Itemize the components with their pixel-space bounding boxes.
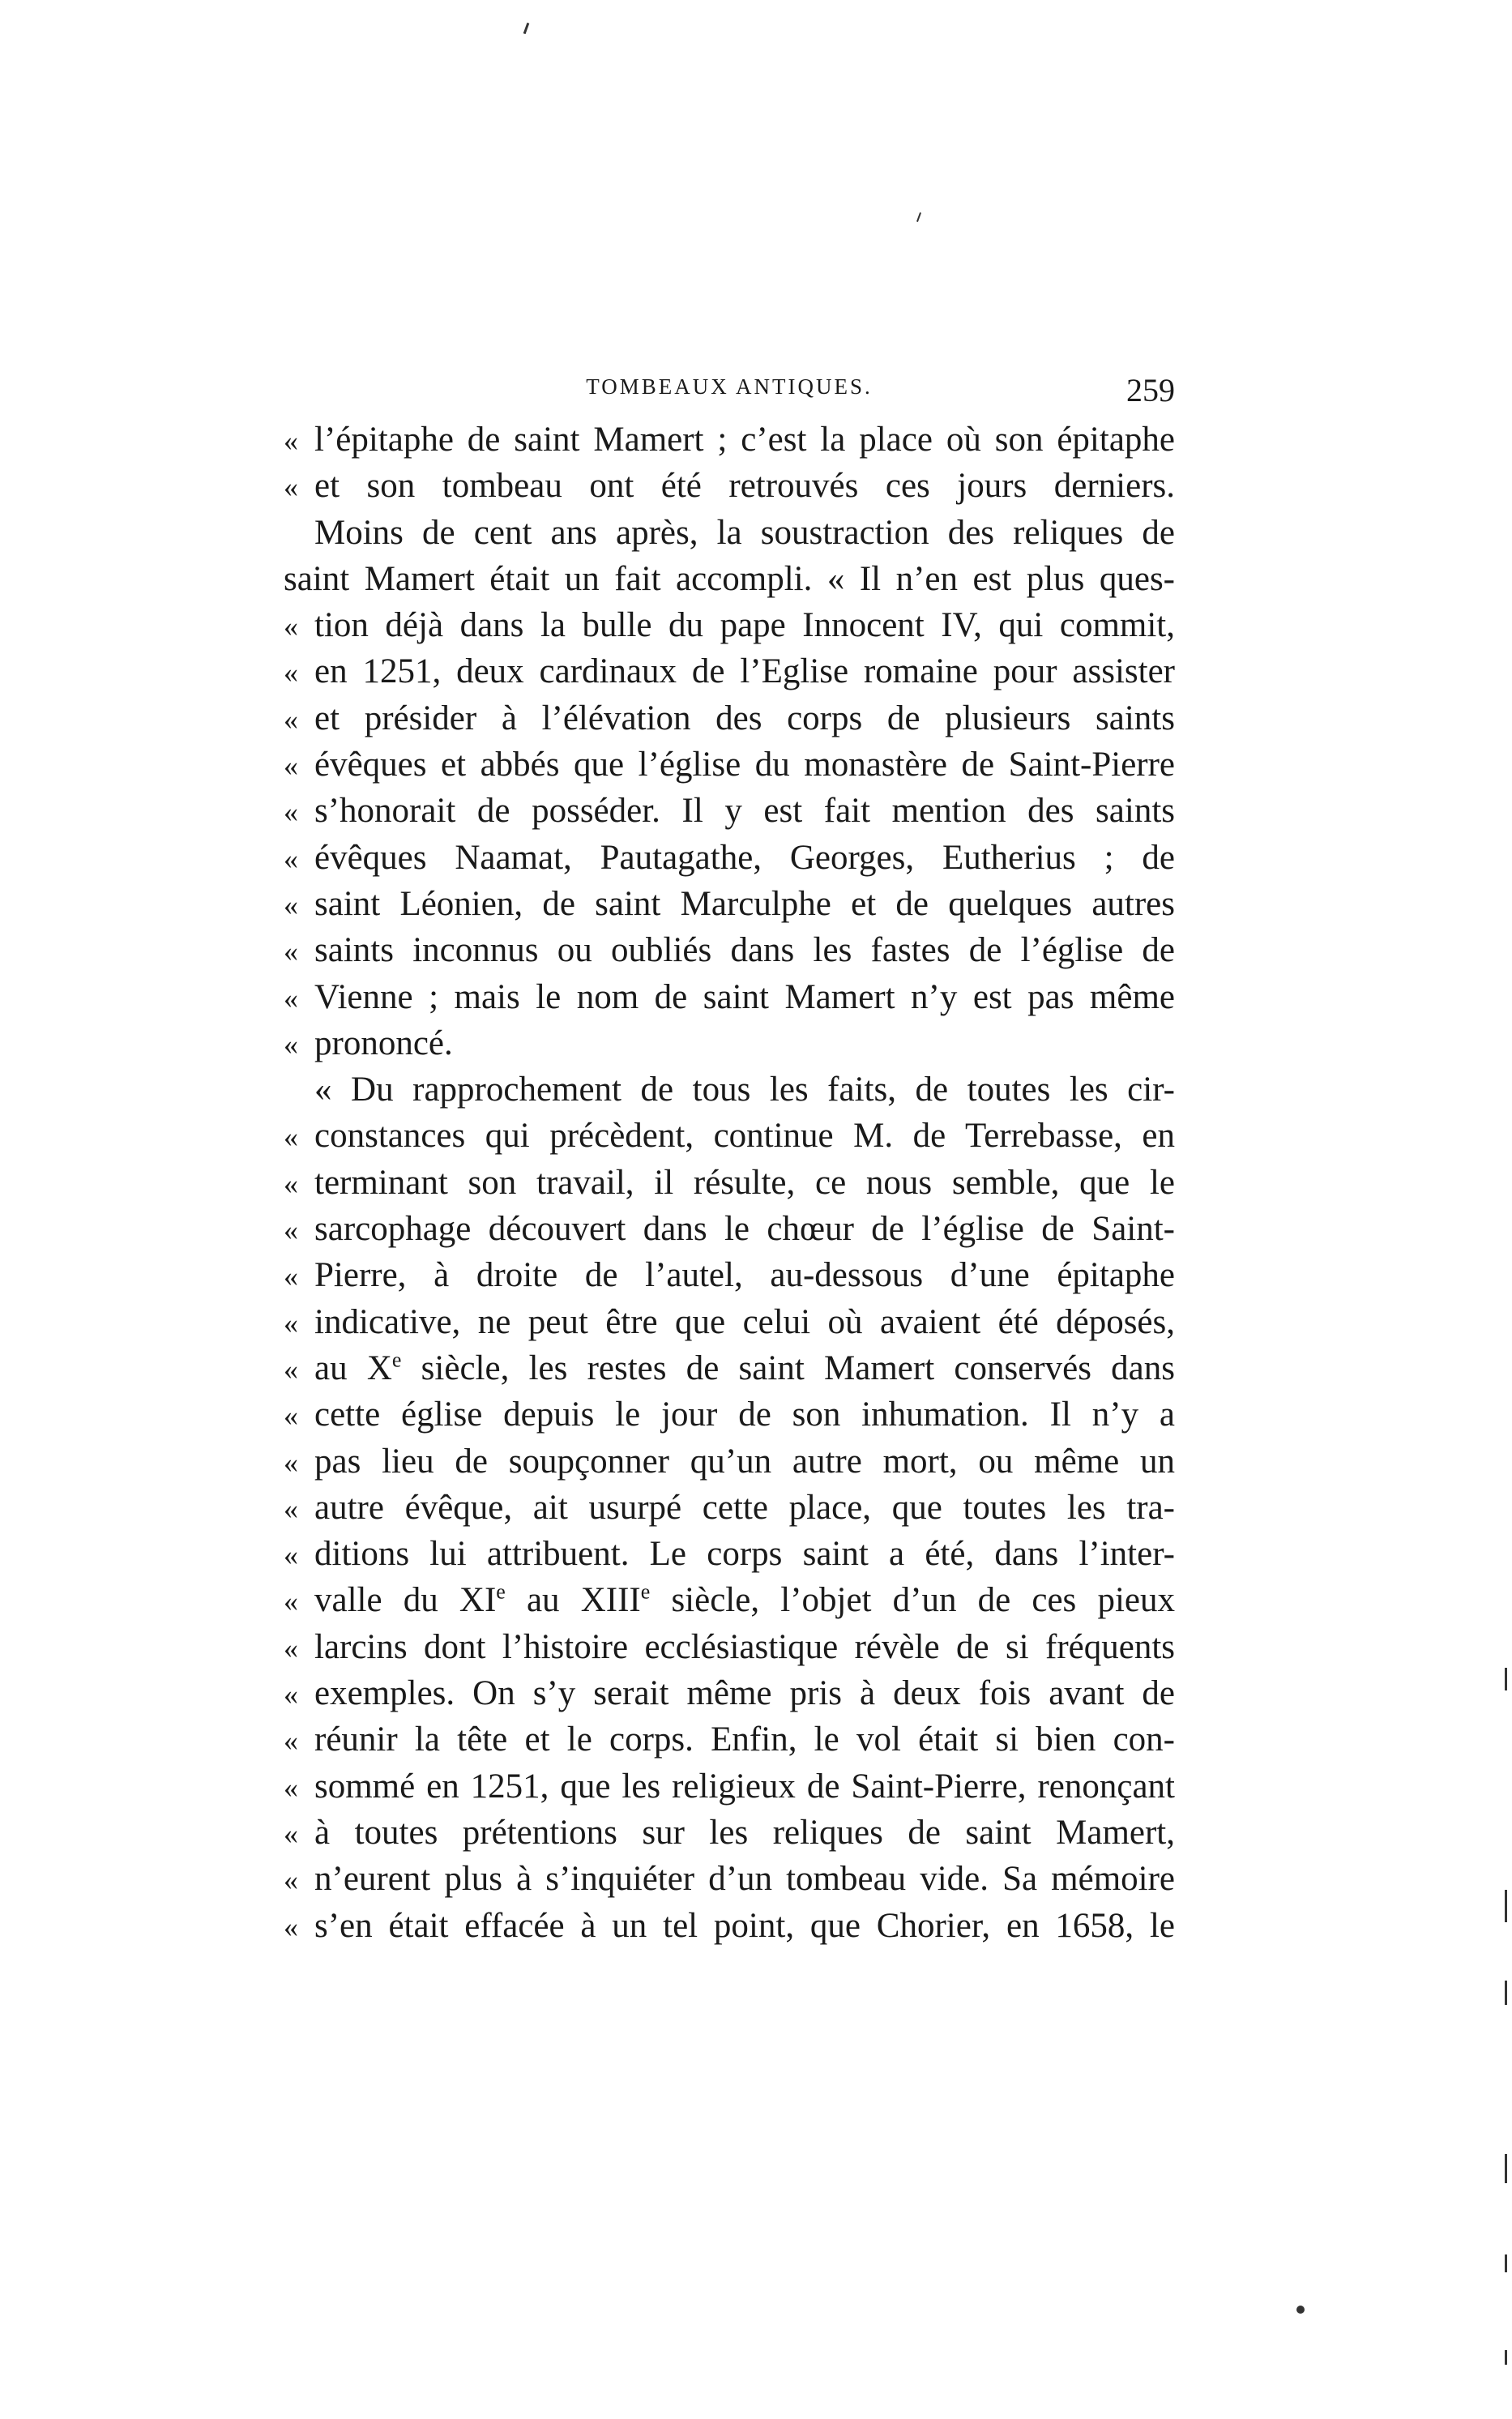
quote-mark: « xyxy=(284,1631,298,1665)
line-text: saint Mamert était un fait accompli. « Il n’en est plus ques- xyxy=(284,559,1175,598)
running-header xyxy=(284,371,1175,407)
quote-mark: « xyxy=(284,1121,298,1154)
text-line xyxy=(284,510,1175,556)
body-text xyxy=(284,417,1175,1949)
text-line xyxy=(284,1716,1175,1763)
quote-mark: « xyxy=(284,1910,298,1943)
text-line xyxy=(284,974,1175,1020)
quote-mark: « xyxy=(284,425,298,457)
quote-mark: « xyxy=(284,656,298,690)
text-line xyxy=(284,556,1175,602)
line-text xyxy=(314,1577,1175,1623)
scan-mark xyxy=(1505,2154,1507,2183)
line-text: « Du rapprochement de tous les faits, de toutes les cir- xyxy=(314,1071,1175,1109)
text-line xyxy=(284,881,1175,927)
line-text: et présider à l’élévation des corps de plusieurs saints xyxy=(314,699,1175,737)
line-text: sarcophage découvert dans le chœur de l’église de Saint- xyxy=(314,1210,1175,1249)
line-text: Vienne ; mais le nom de saint Mamert n’y est pas même xyxy=(314,977,1175,1016)
text-line xyxy=(284,1763,1175,1810)
line-text xyxy=(314,1345,1175,1391)
line-text: autre évêque, ait usurpé cette place, que toutes les tra- xyxy=(314,1488,1175,1527)
quote-mark: « xyxy=(284,1771,298,1804)
quote-mark: « xyxy=(284,1585,298,1618)
page-number: 259 xyxy=(1126,372,1175,408)
text-line xyxy=(284,1438,1175,1485)
text-line xyxy=(284,1206,1175,1252)
text-line xyxy=(284,1856,1175,1902)
quote-mark: « xyxy=(284,1539,298,1572)
text-line xyxy=(284,927,1175,973)
quote-mark: « xyxy=(284,1167,298,1200)
quote-mark: « xyxy=(284,703,298,736)
text-line xyxy=(284,648,1175,695)
text-line xyxy=(284,1113,1175,1159)
quote-mark: « xyxy=(284,1260,298,1293)
superscript: e xyxy=(496,1580,506,1605)
text-line xyxy=(284,1670,1175,1716)
line-text-segment: valle du XI xyxy=(314,1581,497,1620)
line-text: terminant son travail, il résulte, ce nous semble, que le xyxy=(314,1163,1175,1202)
scan-mark xyxy=(916,212,921,222)
scan-mark xyxy=(1505,2350,1507,2365)
line-text: saint Léonien, de saint Marculphe et de quelques autres xyxy=(314,884,1175,923)
scan-mark xyxy=(1505,1890,1507,1922)
line-text: s’honorait de posséder. Il y est fait mention des saints xyxy=(314,792,1175,831)
quote-mark: « xyxy=(284,842,298,875)
line-text: réunir la tête et le corps. Enfin, le vol était si bien con- xyxy=(314,1720,1175,1759)
text-line xyxy=(284,1810,1175,1856)
running-title: TOMBEAUX ANTIQUES. xyxy=(586,374,873,399)
text-line xyxy=(284,1299,1175,1345)
text-line xyxy=(284,835,1175,881)
quote-mark: « xyxy=(284,1306,298,1340)
line-text-segment: au XIII xyxy=(505,1581,641,1620)
line-text: s’en était effacée à un tel point, que Chorier, en 1658, le xyxy=(314,1906,1175,1945)
superscript: e xyxy=(640,1580,651,1605)
line-text: à toutes prétentions sur les reliques de saint Mamert, xyxy=(314,1813,1175,1852)
quote-mark: « xyxy=(284,471,298,504)
text-line xyxy=(284,1020,1175,1066)
text-line xyxy=(284,602,1175,648)
scan-mark xyxy=(1505,2254,1507,2272)
scan-mark xyxy=(1505,1981,1507,2005)
line-text: en 1251, deux cardinaux de l’Eglise romaine pour assister xyxy=(314,652,1175,691)
superscript: e xyxy=(391,1348,402,1372)
line-text: ditions lui attribuent. Le corps saint a été, dans l’inter- xyxy=(314,1535,1175,1574)
text-line xyxy=(284,1903,1175,1949)
line-text: constances qui précèdent, continue M. de Terrebasse, en xyxy=(314,1117,1175,1156)
line-text: prononcé. xyxy=(314,1024,453,1062)
scan-mark xyxy=(1505,1668,1507,1690)
text-line xyxy=(284,417,1175,463)
line-text: et son tombeau ont été retrouvés ces jours derniers. xyxy=(314,467,1175,506)
quote-mark: « xyxy=(284,1446,298,1479)
line-text: l’épitaphe de saint Mamert ; c’est la place où son épitaphe xyxy=(314,421,1175,459)
line-text-segment: siècle, les restes de saint Mamert conservés dans xyxy=(401,1348,1175,1387)
line-text: Pierre, à droite de l’autel, au-dessous d’une épitaphe xyxy=(314,1256,1175,1295)
line-text: tion déjà dans la bulle du pape Innocent IV, qui commit, xyxy=(314,606,1175,645)
quote-mark: « xyxy=(284,1028,298,1061)
quote-mark: « xyxy=(284,1400,298,1433)
line-text: évêques et abbés que l’église du monastère de Saint-Pierre xyxy=(314,746,1175,784)
text-line xyxy=(284,1577,1175,1623)
quote-mark: « xyxy=(284,1724,298,1758)
text-line xyxy=(284,1252,1175,1298)
quote-mark: « xyxy=(284,750,298,783)
scan-mark xyxy=(523,23,530,34)
line-text: Moins de cent ans après, la soustraction des reliques de xyxy=(314,513,1175,552)
line-text: sommé en 1251, que les religieux de Saint-Pierre, renonçant xyxy=(314,1767,1175,1806)
quote-mark: « xyxy=(284,610,298,643)
quote-mark: « xyxy=(284,1353,298,1386)
scan-dot xyxy=(1296,2306,1305,2314)
quote-mark: « xyxy=(284,1492,298,1525)
text-line xyxy=(284,1531,1175,1577)
text-line xyxy=(284,1391,1175,1438)
text-line xyxy=(284,1624,1175,1670)
text-line xyxy=(284,788,1175,834)
quote-mark: « xyxy=(284,981,298,1015)
quote-mark: « xyxy=(284,796,298,829)
line-text: indicative, ne peut être que celui où avaient été déposés, xyxy=(314,1302,1175,1341)
line-text-segment: au X xyxy=(314,1348,392,1387)
quote-mark: « xyxy=(284,1214,298,1247)
text-line xyxy=(284,1485,1175,1531)
line-text: larcins dont l’histoire ecclésiastique révèle de si fréquents xyxy=(314,1627,1175,1666)
quote-mark: « xyxy=(284,1864,298,1897)
text-line xyxy=(284,1345,1175,1391)
line-text: saints inconnus ou oubliés dans les fastes de l’église de xyxy=(314,931,1175,970)
text-line xyxy=(284,1160,1175,1206)
text-line xyxy=(284,742,1175,788)
line-text: cette église depuis le jour de son inhumation. Il n’y a xyxy=(314,1395,1175,1434)
line-text: évêques Naamat, Pautagathe, Georges, Eutherius ; de xyxy=(314,838,1175,877)
text-line xyxy=(284,695,1175,742)
text-line xyxy=(284,463,1175,509)
quote-mark: « xyxy=(284,1678,298,1712)
line-text: exemples. On s’y serait même pris à deux fois avant de xyxy=(314,1674,1175,1713)
line-text: n’eurent plus à s’inquiéter d’un tombeau vide. Sa mémoire xyxy=(314,1860,1175,1899)
line-text-segment: siècle, l’objet d’un de ces pieux xyxy=(650,1581,1175,1620)
quote-mark: « xyxy=(284,888,298,921)
line-text: pas lieu de soupçonner qu’un autre mort, ou même un xyxy=(314,1442,1175,1481)
quote-mark: « xyxy=(284,935,298,968)
quote-mark: « xyxy=(284,1817,298,1850)
text-line xyxy=(284,1066,1175,1113)
